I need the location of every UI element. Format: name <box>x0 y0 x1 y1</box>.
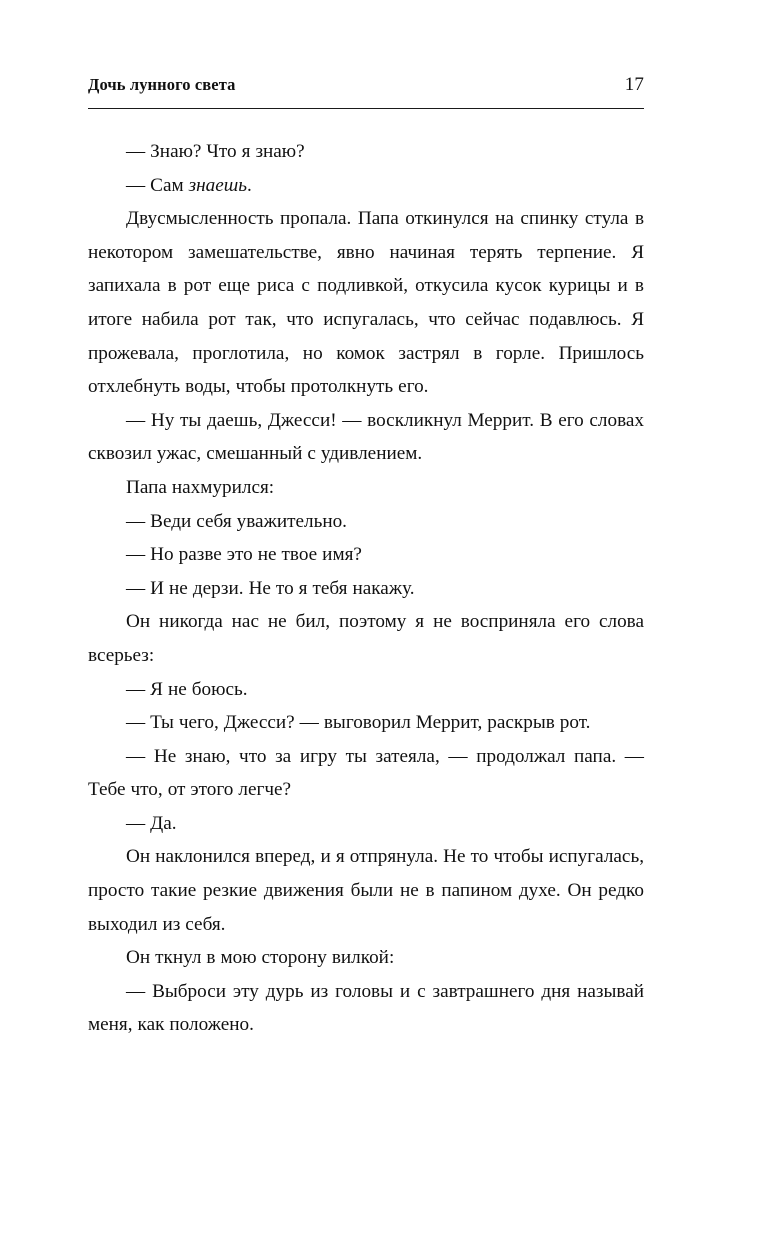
paragraph-text-pre: — Сам <box>126 174 189 196</box>
paragraph: — Веди себя уважительно. <box>126 510 347 532</box>
running-head-title: Дочь лунного света <box>88 75 236 94</box>
body-text <box>88 135 644 1042</box>
paragraph: — Ну ты даешь, Джесси! — воскликнул Меррит. В его словах сквозил ужас, смешанный с удивлением. <box>88 409 644 465</box>
paragraph: Он ткнул в мою сторону вилкой: <box>126 947 395 969</box>
page-number: 17 <box>624 74 644 95</box>
paragraph: — Ты чего, Джесси? — выговорил Меррит, раскрыв рот. <box>126 712 591 734</box>
paragraph <box>88 169 644 203</box>
paragraph: Он наклонился вперед, и я отпрянула. Не то чтобы испугалась, просто такие резкие движения были не в папином духе. Он редко выходил из себя. <box>88 846 644 935</box>
running-head <box>88 74 644 96</box>
paragraph: Двусмысленность пропала. Папа откинулся на спинку стула в некотором замешательстве, явно начиная терять терпение. Я запихала в рот еще риса с подливкой, откусила кусок курицы и в итоге набила рот так, что испугалась, что сейчас подавлюсь. Я прожевала, проглотила, но комок застрял в горле. Пришлось отхлебнуть воды, чтобы протолкнуть его. <box>88 208 644 398</box>
header-rule <box>88 108 644 109</box>
paragraph: — Да. <box>126 812 177 834</box>
paragraph-text-post: . <box>246 174 252 196</box>
page-content <box>88 74 644 1042</box>
paragraph: Он никогда нас не бил, поэтому я не восприняла его слова всерьез: <box>88 611 644 666</box>
paragraph: Папа нахмурился: <box>126 476 275 498</box>
paragraph: — Не знаю, что за игру ты затеяла, — продолжал папа. — Тебе что, от этого легче? <box>88 745 644 801</box>
paragraph: — Но разве это не твое имя? <box>126 544 362 566</box>
paragraph: — И не дерзи. Не то я тебя накажу. <box>126 577 415 599</box>
paragraph: — Знаю? Что я знаю? <box>126 141 305 162</box>
paragraph: — Я не боюсь. <box>126 678 248 700</box>
paragraph-emphasis: знаешь <box>188 174 247 196</box>
paragraph: — Выброси эту дурь из головы и с завтрашнего дня называй меня, как положено. <box>88 980 644 1036</box>
